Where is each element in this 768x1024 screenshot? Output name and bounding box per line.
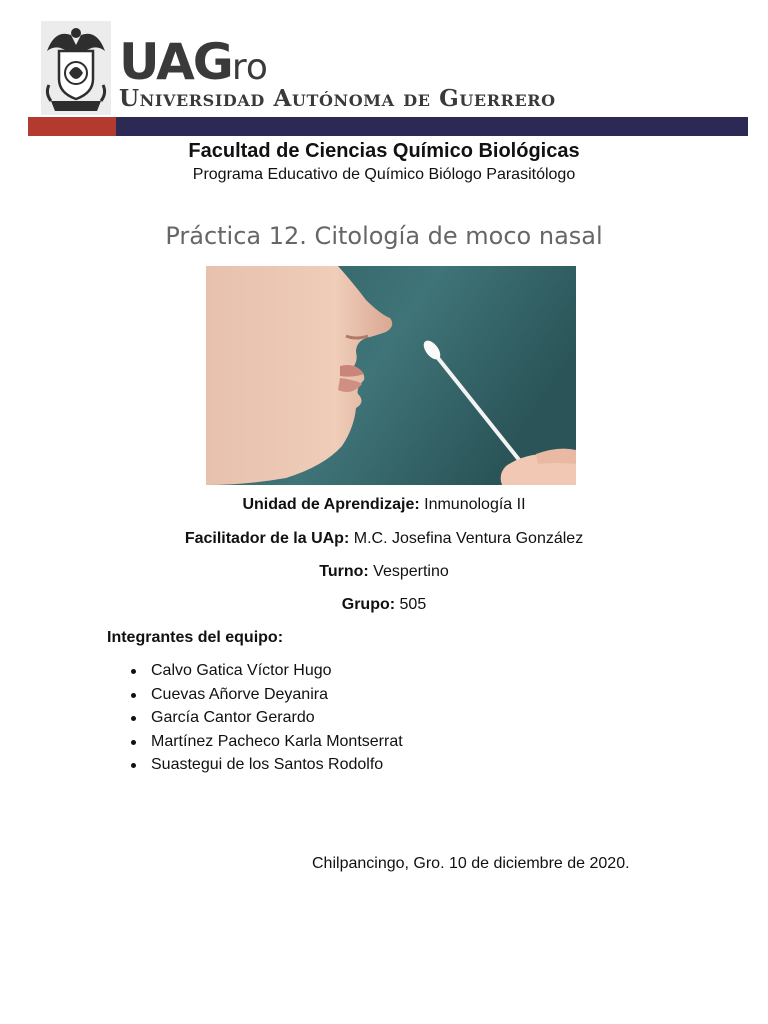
list-item: Martínez Pacheco Karla Montserrat [107, 730, 403, 754]
team-members-list [107, 659, 403, 777]
brand-acronym-suffix: ro [231, 47, 268, 88]
list-item: Suastegui de los Santos Rodolfo [107, 753, 403, 777]
group-value: 505 [399, 596, 427, 613]
facilitator-label: Facilitador de la UAp: [184, 530, 350, 547]
facilitator-value: M.C. Josefina Ventura González [353, 530, 584, 547]
university-name: Universidad Autónoma de Guerrero [119, 85, 556, 112]
shift-line [0, 561, 768, 583]
facilitator-line [0, 528, 768, 550]
header-bar-navy [116, 117, 748, 136]
brand-acronym-main: UAG [119, 33, 232, 91]
learning-unit-line [0, 494, 768, 516]
learning-unit-value: Inmunología II [424, 496, 526, 513]
shift-value: Vespertino [373, 563, 449, 580]
university-seal-logo [41, 21, 111, 115]
place-and-date: Chilpancingo, Gro. 10 de diciembre de 2020. [312, 855, 630, 872]
university-seal-icon [41, 21, 111, 115]
shift-label: Turno: [319, 563, 369, 580]
faculty-title: Facultad de Ciencias Químico Biológicas [188, 140, 580, 162]
team-heading: Integrantes del equipo: [107, 629, 284, 646]
program-subtitle: Programa Educativo de Químico Biólogo Parasitólogo [192, 166, 576, 183]
practice-title: Práctica 12. Citología de moco nasal [165, 222, 603, 250]
learning-unit-label: Unidad de Aprendizaje: [242, 496, 420, 513]
list-item: García Cantor Gerardo [107, 706, 403, 730]
header-bar-red [28, 117, 116, 136]
group-label: Grupo: [341, 596, 396, 613]
brand-acronym [119, 34, 268, 90]
nasal-swab-photo [206, 266, 576, 485]
group-line [0, 594, 768, 616]
list-item: Calvo Gatica Víctor Hugo [107, 659, 403, 683]
list-item: Cuevas Añorve Deyanira [107, 683, 403, 707]
